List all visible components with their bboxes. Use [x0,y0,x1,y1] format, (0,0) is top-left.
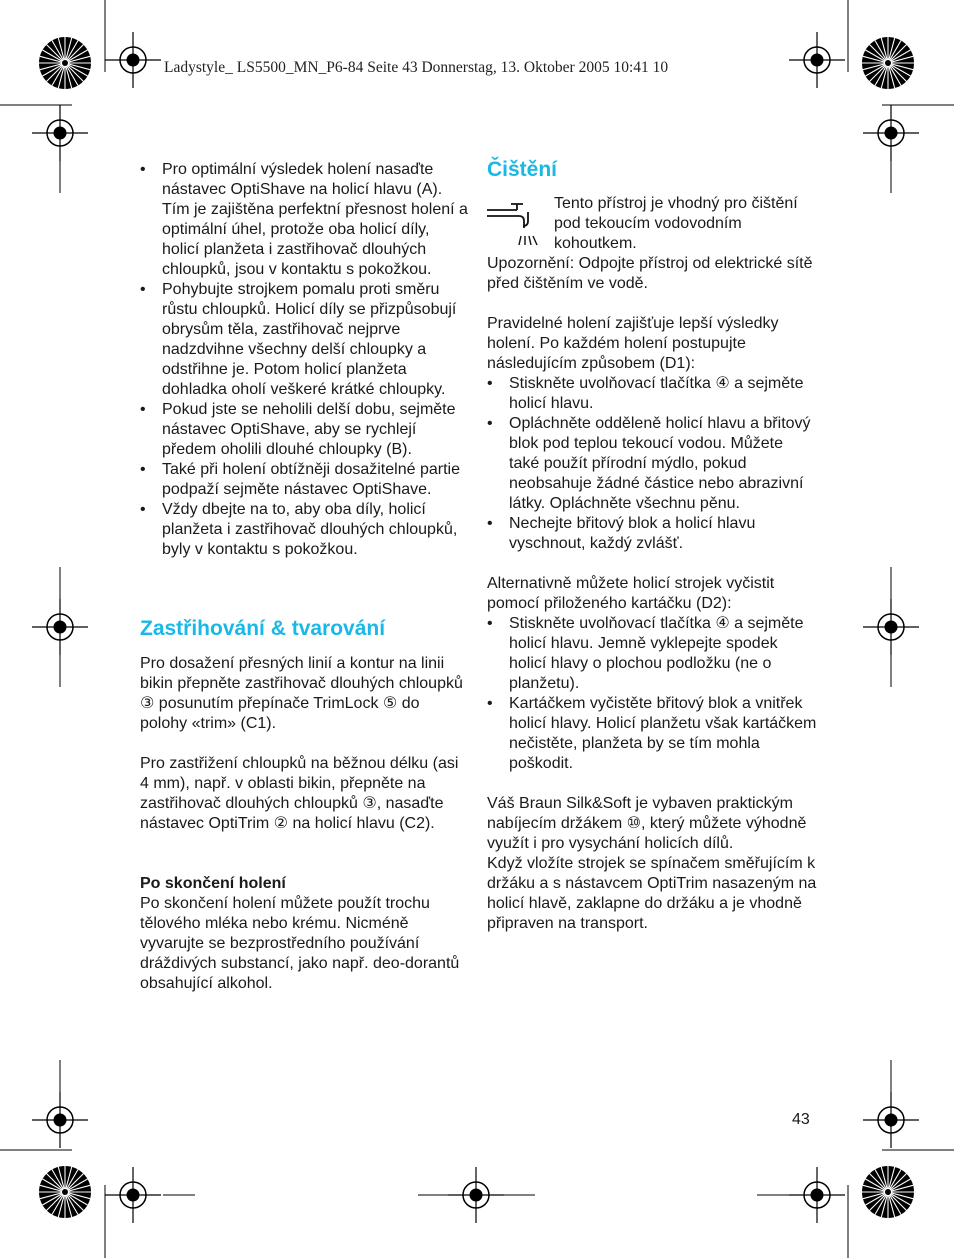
list-item: • Nechejte břitový blok a holicí hlavu vyschnout, každý zvlášť. [487,514,817,554]
starburst-icon [39,37,91,89]
warning-text: Upozornění: Odpojte přístroj od elektrické sítě před čištěním ve vodě. [487,255,813,292]
list-item: • Pro optimální výsledek holení nasaďte nástavec OptiShave na holicí hlavu (A). Tím je zajištěna perfektní přesnost holení a optimální úhel, protože oba holicí díly, holicí planžeta i zastřihovač dlouhých chloupků, jsou v kontaktu s pokožkou. [140,160,470,280]
trimming-paragraph: Pro dosažení přesných linií a kontur na linii bikin přepněte zastřihovač dlouhých chloupků ③ posunutím přepínače TrimLock ⑤ do polohy «trim» (C1). [140,655,463,732]
registration-mark-icon [105,1167,161,1223]
list-item: • Kartáčkem vyčistěte břitový blok a vnitřek holicí hlavy. Holicí planžetu však kartáčkem nečistěte, planžeta by se tím mohla poškodit. [487,694,817,774]
trimming-heading: Zastřihování & tvarování [140,617,386,640]
list-item: • Stiskněte uvolňovací tlačítka ④ a sejměte holicí hlavu. Jemně vyklepejte spodek holicí hlavy o plochou podložku (ne o planžetu). [487,614,817,694]
registration-mark-icon [863,105,919,161]
after-shaving-paragraph: Po skončení holení můžete použít trochu tělového mléka nebo krému. Nicméně vyvarujte se bezprostředního používání dráždivých substancí, jako např. deo-dorantů obsahující alkohol. [140,895,460,992]
list-item: • Stiskněte uvolňovací tlačítka ④ a sejměte holicí hlavu. [487,374,817,414]
registration-mark-icon [863,1092,919,1148]
list-item: • Opláchněte odděleně holicí hlavu a břitový blok pod teplou tekoucí vodou. Můžete také použít přírodní mýdlo, pokud neobsahuje žádné částice nebo abrazivní látky. Opláchněte všechnu pěnu. [487,414,817,514]
faucet-text: Tento přístroj je vhodný pro čištění pod tekoucím vodovodním kohoutkem. [554,195,798,252]
list-item: • Pohybujte strojkem pomalu proti směru růstu chloupků. Holicí díly se přizpůsobují obrysům těla, zastřihovač nejprve nadzdvihne všechny delší chloupky a odstřihne je. Potom holicí planžeta dohladka oholí veškeré krátké chloupky. [140,280,470,400]
after-shaving-heading: Po skončení holení [140,875,286,892]
registration-mark-icon [789,32,845,88]
brush-cleaning-intro: Alternativně můžete holicí strojek vyčistit pomocí přiloženého kartáčku (D2): [487,575,775,612]
regular-cleaning-intro: Pravidelné holení zajišťuje lepší výsledky holení. Po každém holení postupujte následujícím způsobem (D1): [487,315,779,372]
regular-cleaning-list [487,374,817,554]
page-number: 43 [792,1111,810,1128]
registration-mark-icon [32,105,88,161]
list-item: • Pokud jste se neholili delší dobu, sejměte nástavec OptiShave, aby se rychlejí předem oholili dlouhé chloupky (B). [140,400,470,460]
faucet-note [487,194,817,254]
intro-bullet-list [140,160,470,560]
right-column [487,157,817,934]
left-column [140,160,470,994]
holder-paragraph: Váš Braun Silk&Soft je vybaven praktickým nabíjecím držákem ⑩, který můžete výhodně využít i pro vysychání holicích dílů. [487,795,807,852]
faucet-icon [487,198,543,254]
registration-mark-icon [105,32,161,88]
registration-mark-icon [32,1092,88,1148]
holder-paragraph: Když vložíte strojek se spínačem směřujícím k držáku a s nástavcem OptiTrim nasazeným na holicí hlavě, zaklapne do držáku a je vhodně připraven na transport. [487,855,817,932]
brush-cleaning-list [487,614,817,774]
trimming-paragraph: Pro zastřižení chloupků na běžnou délku (asi 4 mm), např. v oblasti bikin, přepněte na zastřihovač dlouhých chloupků ③, nasaďte nástavec OptiTrim ② na holicí hlavu (C2). [140,755,459,832]
starburst-icon [39,1166,91,1218]
print-header: Ladystyle_ LS5500_MN_P6-84 Seite 43 Donnerstag, 13. Oktober 2005 10:41 10 [164,59,669,76]
registration-mark-icon [789,1167,845,1223]
list-item: • Také při holení obtížněji dosažitelné partie podpaží sejměte nástavec OptiShave. [140,460,470,500]
list-item: • Vždy dbejte na to, aby oba díly, holicí planžeta i zastřihovač dlouhých chloupků, byly v kontaktu s pokožkou. [140,500,470,560]
starburst-icon [862,1166,914,1218]
cleaning-heading: Čištění [487,158,558,181]
starburst-icon [862,37,914,89]
